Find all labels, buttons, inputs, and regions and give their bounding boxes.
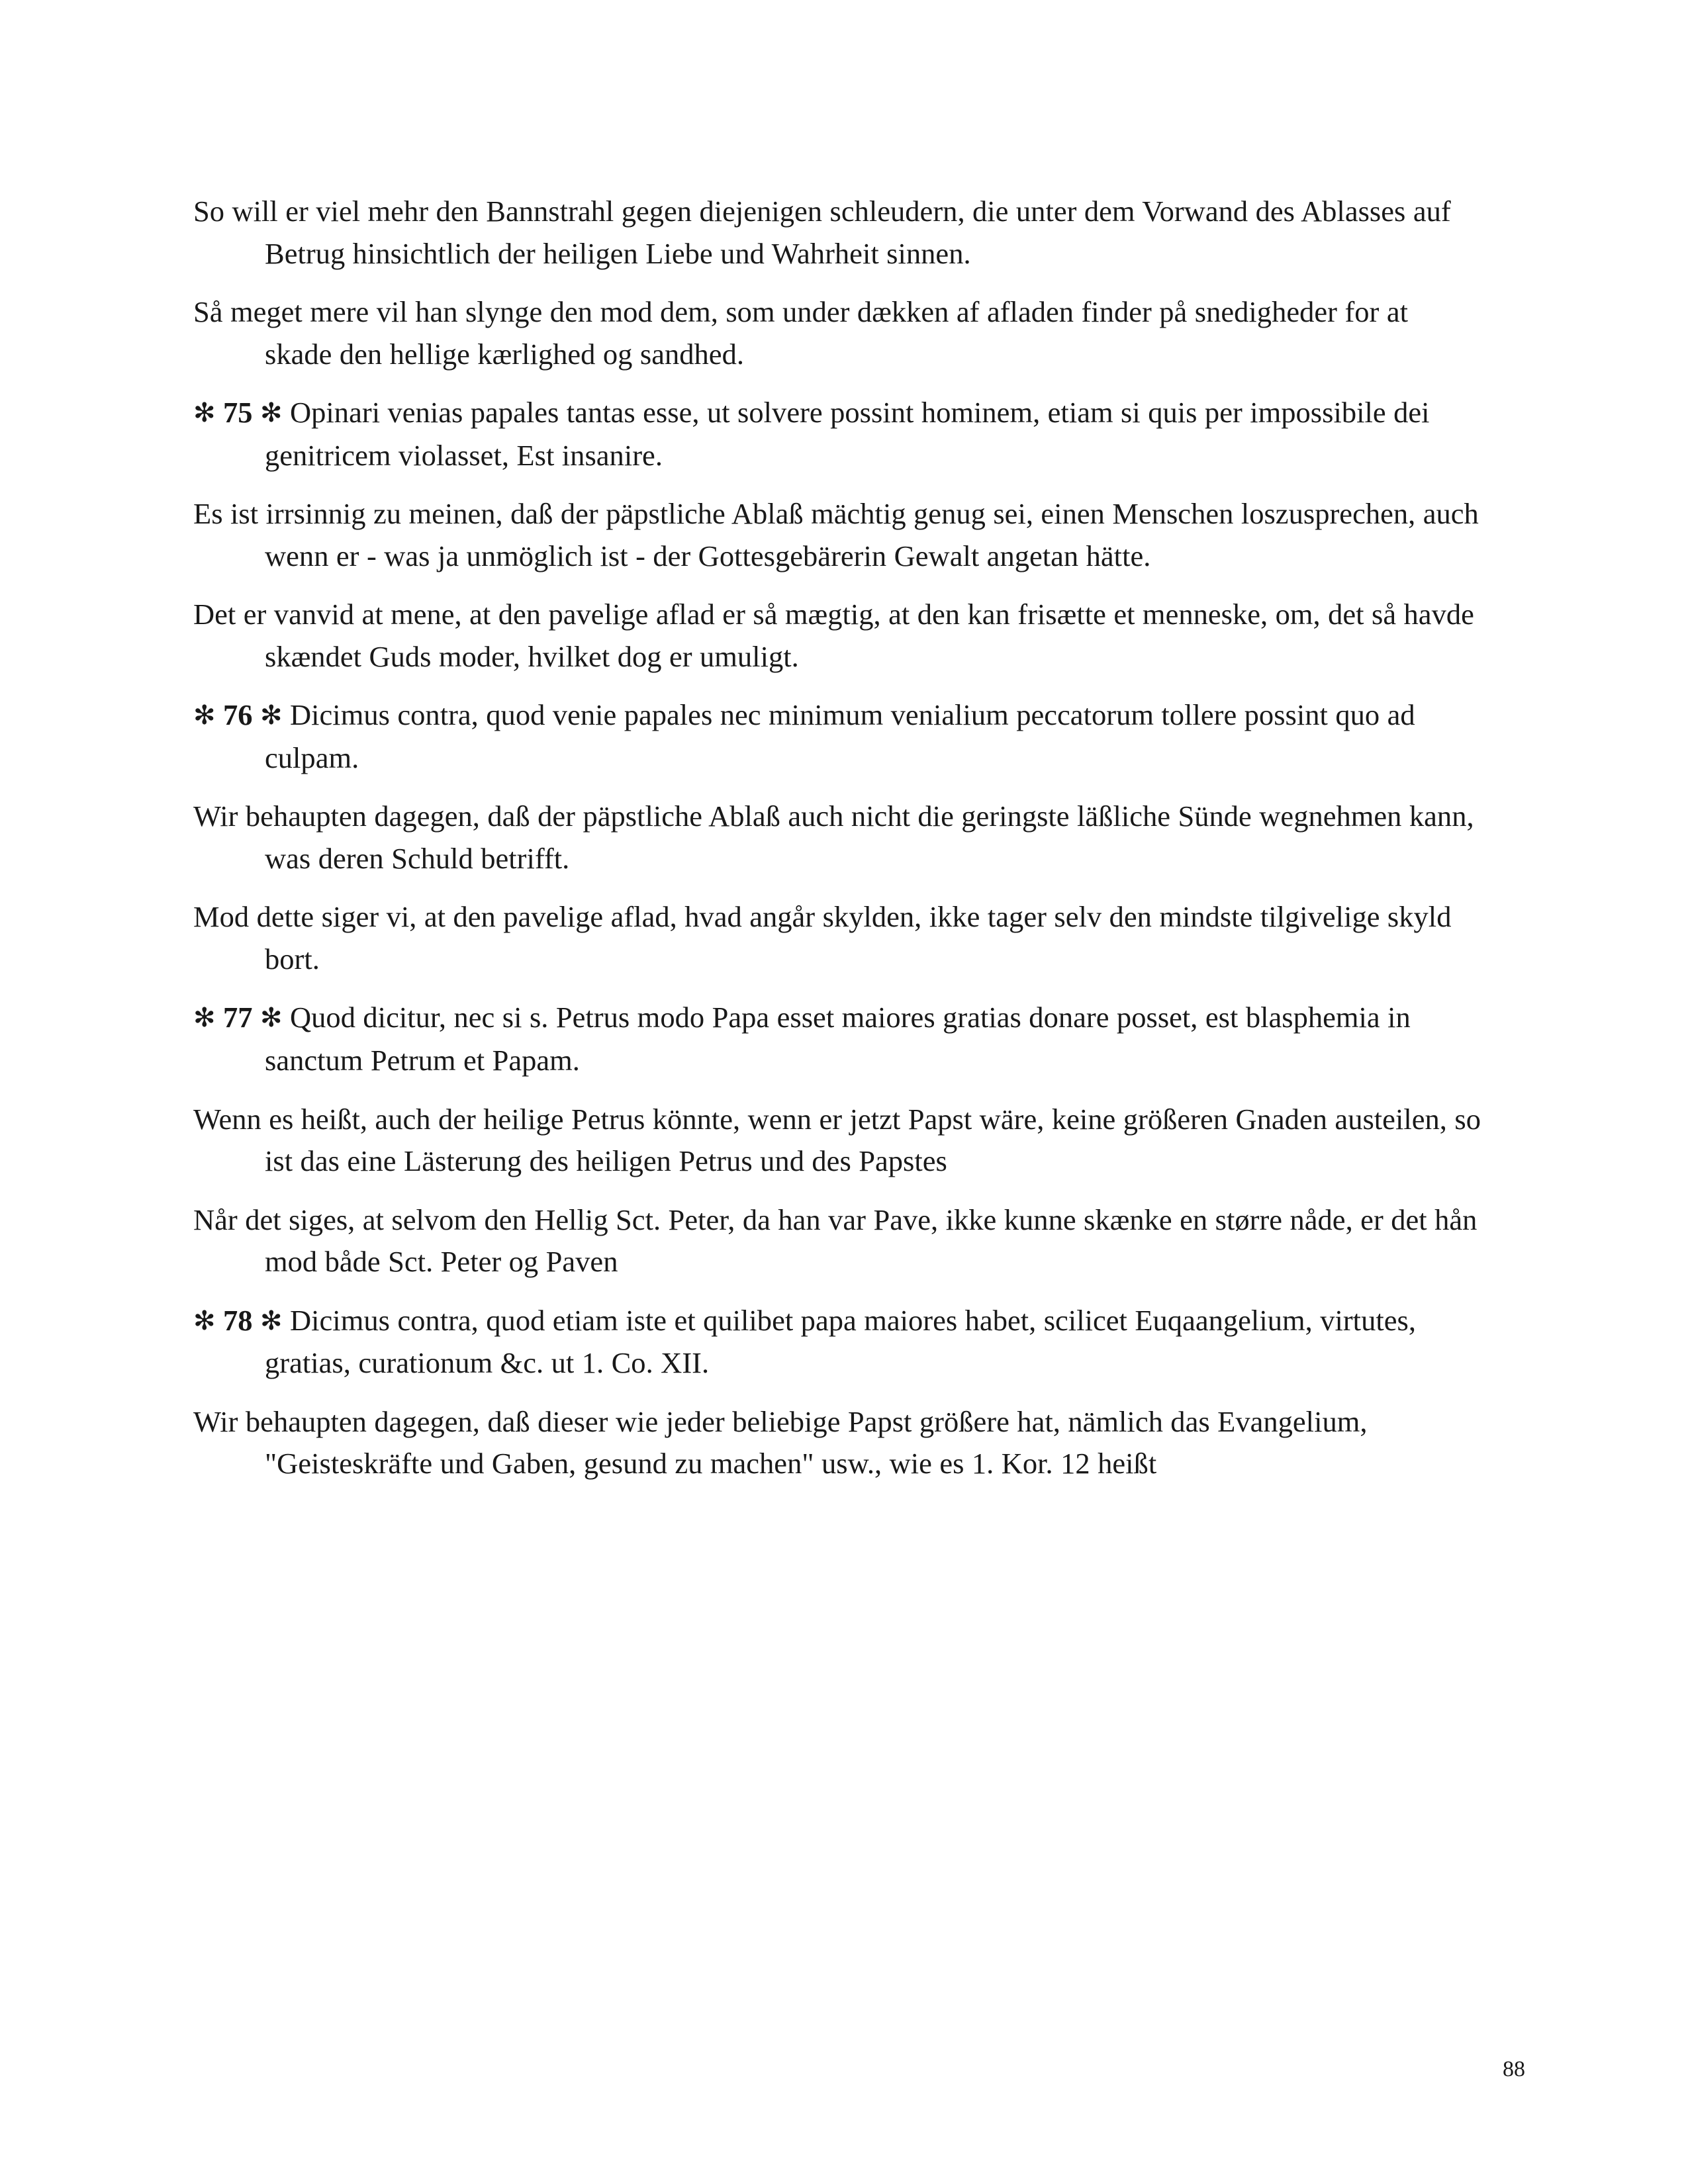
paragraph-text: Es ist irrsinnig zu meinen, daß der päpstliche Ablaß mächtig genug sei, einen Menschen loszusprechen, auch wenn er - was ja unmöglich ist - der Gottesgebärerin Gewalt angetan hätte. bbox=[193, 497, 1479, 572]
paragraph-thesis-78 bbox=[193, 1300, 1481, 1385]
paragraph-text: Mod dette siger vi, at den pavelige aflad, hvad angår skylden, ikke tager selv den mindste tilgivelige skyld bort. bbox=[193, 900, 1452, 976]
asterisk-flower-icon: ✻ bbox=[260, 1003, 283, 1034]
thesis-marker-78 bbox=[193, 1304, 283, 1337]
thesis-marker-76 bbox=[193, 698, 283, 731]
thesis-marker-77 bbox=[193, 1001, 283, 1034]
asterisk-flower-icon: ✻ bbox=[193, 1003, 216, 1034]
asterisk-flower-icon: ✻ bbox=[260, 700, 283, 731]
paragraph-thesis-77 bbox=[193, 997, 1481, 1081]
paragraph-german-74 bbox=[193, 191, 1481, 275]
paragraph-text: Quod dicitur, nec si s. Petrus modo Papa esset maiores gratias donare posset, est blasphemia in sanctum Petrum et Papam. bbox=[265, 1001, 1411, 1077]
paragraph-text: So will er viel mehr den Bannstrahl gegen diejenigen schleudern, die unter dem Vorwand des Ablasses auf Betrug hinsichtlich der heiligen Liebe und Wahrheit sinnen. bbox=[193, 195, 1451, 270]
paragraph-text: Det er vanvid at mene, at den pavelige aflad er så mægtig, at den kan frisætte et menneske, om, det så havde skændet Guds moder, hvilket dog er umuligt. bbox=[193, 598, 1474, 673]
page-number: 88 bbox=[1503, 2057, 1525, 2081]
paragraph-text: Når det siges, at selvom den Hellig Sct. Peter, da han var Pave, ikke kunne skænke en større nåde, er det hån mod både Sct. Peter og Paven bbox=[193, 1203, 1477, 1279]
paragraph-german-76 bbox=[193, 796, 1481, 880]
thesis-number: 78 bbox=[223, 1303, 253, 1337]
paragraph-text: Wir behaupten dagegen, daß dieser wie jeder beliebige Papst größere hat, nämlich das Evangelium, "Geisteskräfte und Gaben, gesund zu machen" usw., wie es 1. Kor. 12 heißt bbox=[193, 1404, 1368, 1480]
paragraph-german-75 bbox=[193, 493, 1481, 577]
thesis-number: 77 bbox=[223, 1001, 253, 1034]
paragraph-german-77 bbox=[193, 1099, 1481, 1183]
thesis-marker-75 bbox=[193, 396, 283, 429]
paragraph-text: Wenn es heißt, auch der heilige Petrus könnte, wenn er jetzt Papst wäre, keine größeren Gnaden austeilen, so ist das eine Lästerung des heiligen Petrus und des Papstes bbox=[193, 1102, 1481, 1178]
paragraph-text: Wir behaupten dagegen, daß der päpstliche Ablaß auch nicht die geringste läßliche Sünde wegnehmen kann, was deren Schuld betrifft. bbox=[193, 799, 1474, 875]
asterisk-flower-icon: ✻ bbox=[260, 1305, 283, 1336]
paragraph-danish-76 bbox=[193, 896, 1481, 980]
paragraph-text: Opinari venias papales tantas esse, ut solvere possint hominem, etiam si quis per impossibile dei genitricem violasset, Est insanire. bbox=[265, 396, 1430, 472]
paragraph-danish-74 bbox=[193, 291, 1481, 375]
paragraph-text: Så meget mere vil han slynge den mod dem, som under dækken af afladen finder på snedigheder for at skade den hellige kærlighed og sandhed. bbox=[193, 295, 1408, 371]
asterisk-flower-icon: ✻ bbox=[193, 700, 216, 731]
thesis-number: 76 bbox=[223, 698, 253, 732]
paragraph-danish-77 bbox=[193, 1199, 1481, 1283]
paragraph-text: Dicimus contra, quod etiam iste et quilibet papa maiores habet, scilicet Euqaangelium, virtutes, gratias, curationum &c. ut 1. Co. XII. bbox=[265, 1303, 1416, 1380]
thesis-number: 75 bbox=[223, 396, 253, 429]
text-column bbox=[193, 191, 1481, 1502]
asterisk-flower-icon: ✻ bbox=[260, 398, 283, 429]
paragraph-text: Dicimus contra, quod venie papales nec minimum venialium peccatorum tollere possint quo ad culpam. bbox=[265, 698, 1415, 774]
paragraph-thesis-75 bbox=[193, 392, 1481, 477]
asterisk-flower-icon: ✻ bbox=[193, 398, 216, 429]
paragraph-german-78 bbox=[193, 1401, 1481, 1485]
asterisk-flower-icon: ✻ bbox=[193, 1305, 216, 1336]
paragraph-danish-75 bbox=[193, 594, 1481, 678]
paragraph-thesis-76 bbox=[193, 694, 1481, 779]
